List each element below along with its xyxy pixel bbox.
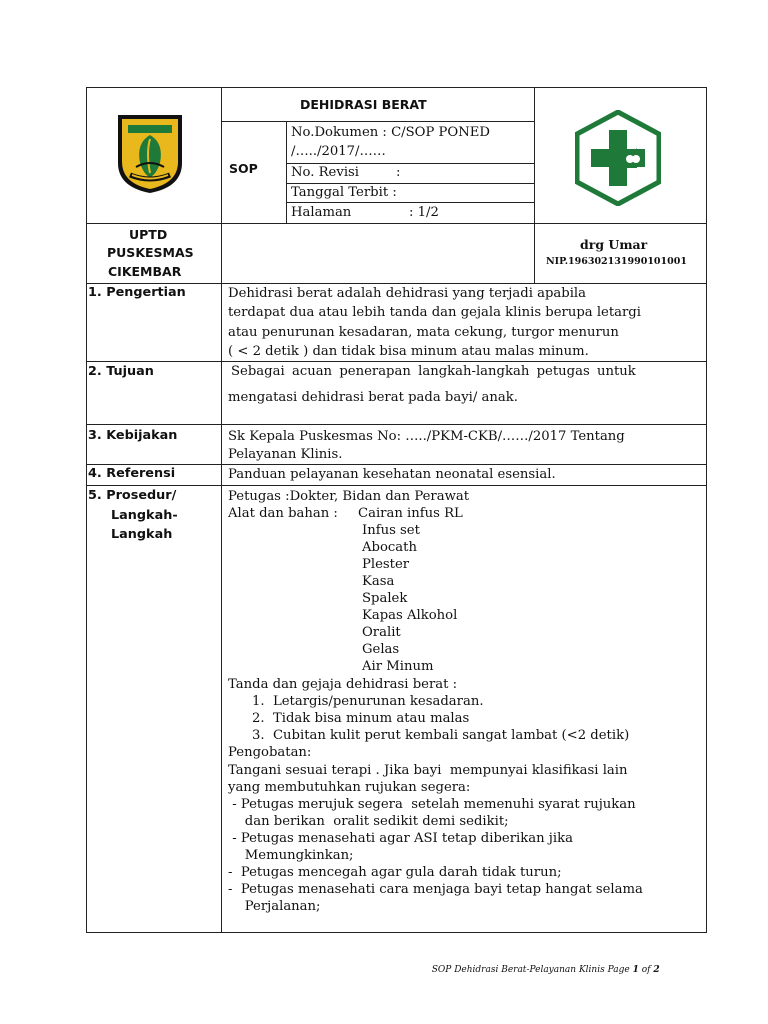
section-pengertian-label: 1. Pengertian <box>88 285 186 300</box>
prosedur-bullet: - Petugas merujuk segera setelah memenuhi syarat rujukan <box>228 797 636 812</box>
revision-colon: : <box>396 165 401 180</box>
petugas-line: Petugas :Dokter, Bidan dan Perawat <box>228 489 470 504</box>
tanda-heading: Tanda dan gejaja dehidrasi berat : <box>228 677 458 692</box>
header-bottom-border <box>86 223 707 224</box>
kebijakan-bottom-border <box>86 464 707 465</box>
label-column-divider <box>221 87 222 933</box>
header-row-divider-1 <box>221 121 534 122</box>
org-name-line-1: UPTD <box>129 227 168 242</box>
section-prosedur-label-1: 5. Prosedur/ <box>88 488 177 503</box>
prosedur-bullet: - Petugas menasehati cara menjaga bayi tetap hangat selama <box>228 882 643 897</box>
footer-text: SOP Dehidrasi Berat-Pelayanan Klinis Page <box>431 965 633 975</box>
alat-item: Oralit <box>362 625 401 640</box>
kebijakan-line-1: Sk Kepala Puskesmas No: …../PKM-CKB/……/2017 Tentang <box>228 429 625 444</box>
alat-item: Abocath <box>362 540 417 555</box>
table-top-border <box>86 87 707 88</box>
footer-total-pages: 2 <box>653 965 660 975</box>
alat-item: Air Minum <box>362 659 434 674</box>
signer-name: drg Umar <box>580 237 648 252</box>
tangani-line-2: yang membutuhkan rujukan segera: <box>228 780 471 795</box>
footer-page-number: 1 <box>632 965 639 975</box>
section-tujuan-label: 2. Tujuan <box>88 364 154 379</box>
sop-column-divider <box>286 121 287 224</box>
referensi-text: Panduan pelayanan kesehatan neonatal esensial. <box>228 467 556 482</box>
org-name-line-2: PUSKESMAS <box>107 245 194 260</box>
pengertian-line: terdapat dua atau lebih tanda dan gejala klinis berupa letargi <box>228 305 641 320</box>
alat-item: Plester <box>362 557 410 572</box>
prosedur-bullet: - Petugas mencegah agar gula darah tidak turun; <box>228 865 562 880</box>
page-label: Halaman <box>291 205 352 220</box>
pengertian-line: atau penurunan kesadaran, mata cekung, turgor menurun <box>228 325 619 340</box>
section-referensi-label: 4. Referensi <box>88 466 176 481</box>
table-right-border <box>706 87 707 933</box>
tujuan-bottom-border <box>86 424 707 425</box>
section-prosedur-label-3: Langkah <box>111 527 173 542</box>
tanda-item: 2. Tidak bisa minum atau malas <box>252 711 470 726</box>
page-footer <box>426 955 660 975</box>
table-bottom-border <box>86 932 707 933</box>
header-row-divider-4 <box>286 202 534 203</box>
signer-nip: NIP.196302131990101001 <box>546 256 687 267</box>
pengertian-line: Dehidrasi berat adalah dehidrasi yang terjadi apabila <box>228 286 587 301</box>
prosedur-bullet: Perjalanan; <box>228 899 321 914</box>
puskesmas-logo-icon <box>575 110 661 206</box>
alat-item: Spalek <box>362 591 408 606</box>
prosedur-bullet: Memungkinkan; <box>228 848 354 863</box>
alat-item: Infus set <box>362 523 420 538</box>
tangani-line-1: Tangani sesuai terapi . Jika bayi mempunyai klasifikasi lain <box>228 763 628 778</box>
table-left-border <box>86 87 87 933</box>
alat-item: Kapas Alkohol <box>362 608 458 623</box>
alat-item: Gelas <box>362 642 400 657</box>
alat-item: Kasa <box>362 574 395 589</box>
issue-date-label: Tanggal Terbit : <box>291 185 397 200</box>
document-title: DEHIDRASI BERAT <box>300 97 427 112</box>
section-kebijakan-label: 3. Kebijakan <box>88 428 178 443</box>
doc-number-label: No.Dokumen : C/SOP PONED <box>291 125 490 140</box>
revision-label: No. Revisi <box>291 165 360 180</box>
tujuan-line-2: mengatasi dehidrasi berat pada bayi/ anak. <box>228 390 518 405</box>
sop-label: SOP <box>229 161 258 176</box>
regency-crest-icon <box>116 113 184 195</box>
prosedur-bullet: - Petugas menasehati agar ASI tetap diberikan jika <box>228 831 573 846</box>
pengobatan-heading: Pengobatan: <box>228 745 312 760</box>
prosedur-bullet: dan berikan oralit sedikit demi sedikit; <box>228 814 509 829</box>
alat-prefix: Alat dan bahan : <box>228 506 343 521</box>
section-prosedur-label-2: Langkah- <box>111 508 178 523</box>
pengertian-bottom-border <box>86 361 707 362</box>
kebijakan-line-2: Pelayanan Klinis. <box>228 447 343 462</box>
referensi-bottom-border <box>86 485 707 486</box>
right-logo-divider <box>534 87 535 284</box>
doc-number-continued: /…../2017/…… <box>291 144 386 159</box>
footer-of: of <box>638 965 654 975</box>
pengertian-line: ( < 2 detik ) dan tidak bisa minum atau malas minum. <box>228 344 589 359</box>
tanda-item: 3. Cubitan kulit perut kembali sangat lambat (<2 detik) <box>252 728 630 743</box>
org-name-line-3: CIKEMBAR <box>108 264 182 279</box>
tujuan-line-1: Sebagai acuan penerapan langkah-langkah petugas untuk <box>231 364 636 379</box>
page-value: : 1/2 <box>409 205 439 220</box>
alat-item: Cairan infus RL <box>358 506 463 521</box>
tanda-item: 1. Letargis/penurunan kesadaran. <box>252 694 484 709</box>
